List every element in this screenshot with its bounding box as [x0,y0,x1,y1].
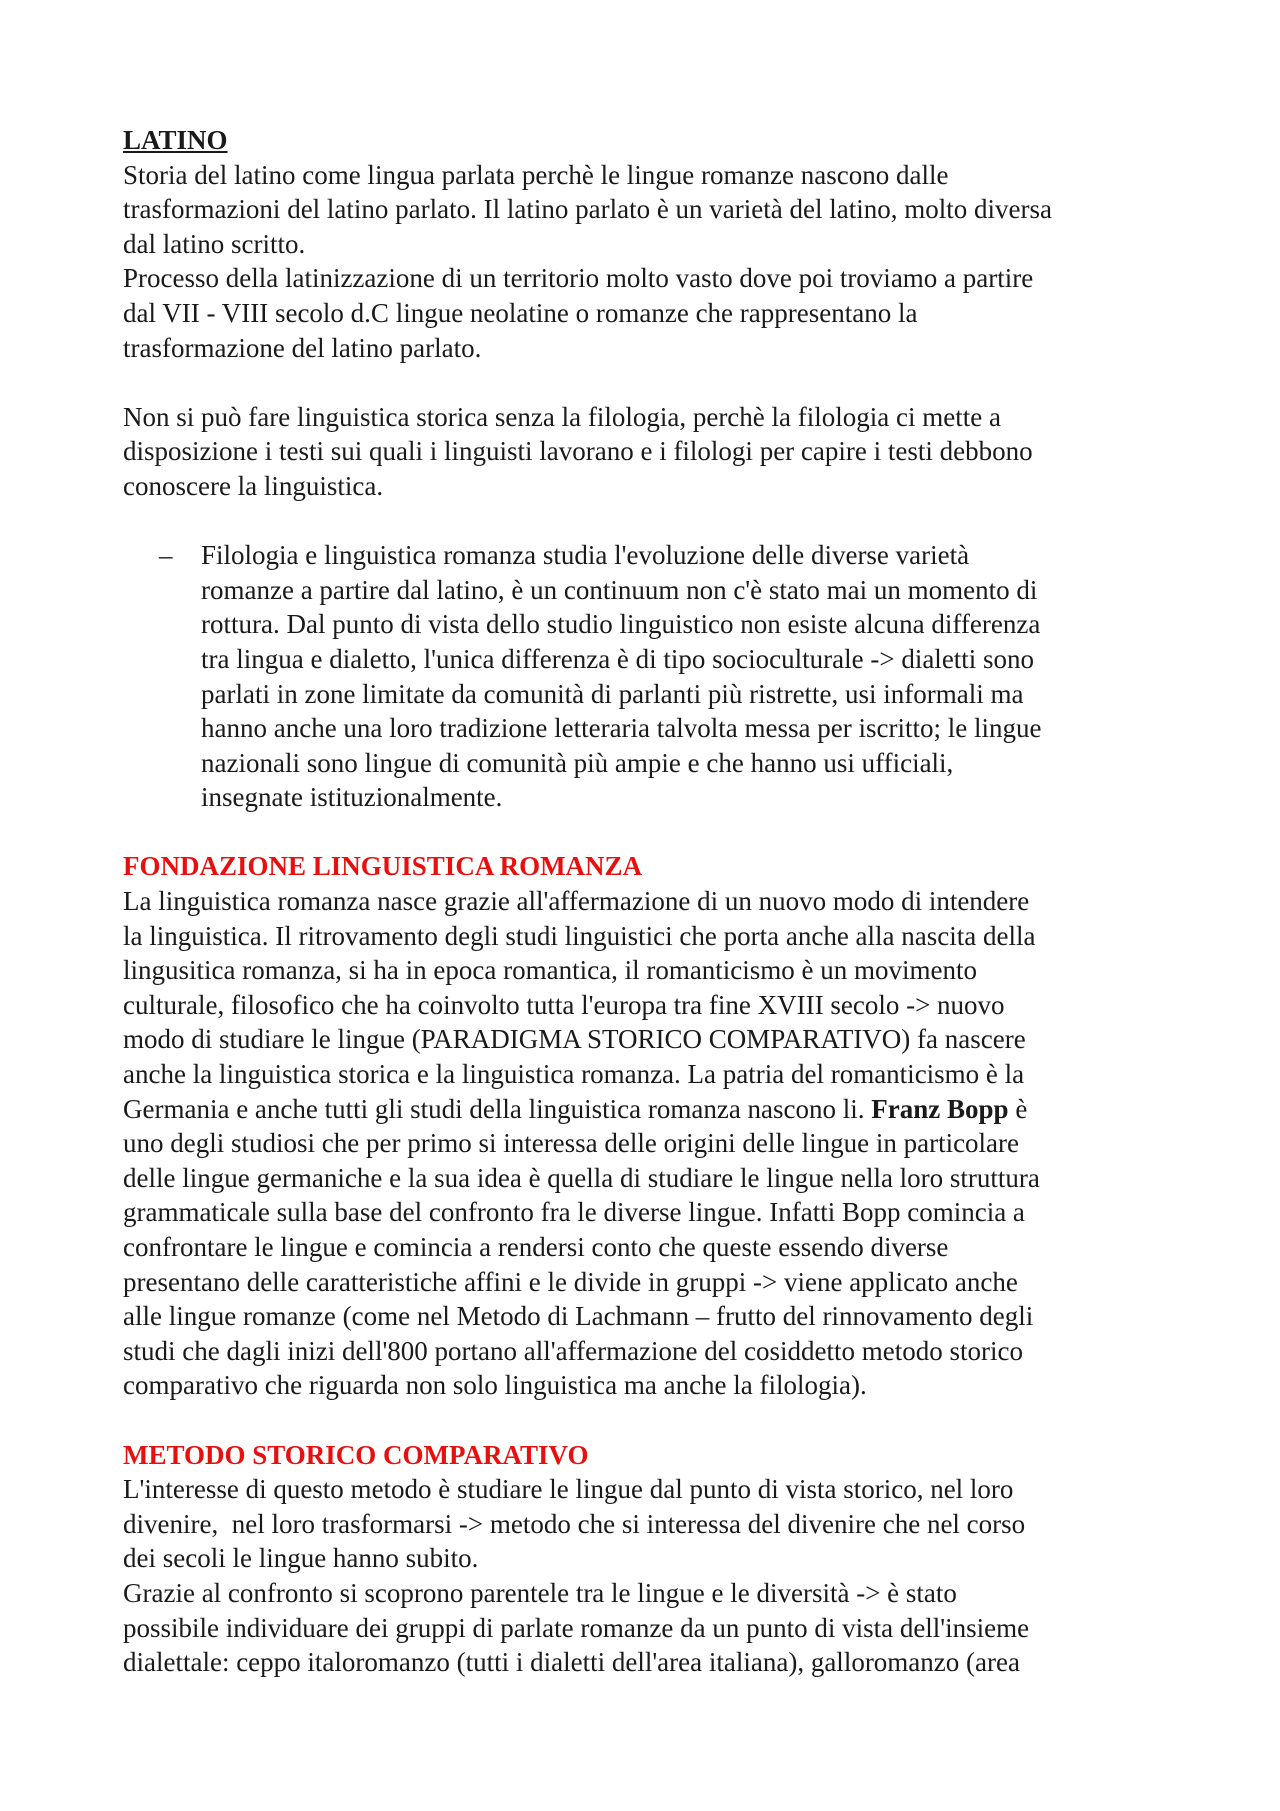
paragraph-metodo-1 [123,1472,1180,1576]
text-line: dal latino scritto. [123,228,306,259]
spacer [123,1403,1180,1438]
paragraph-fondazione [123,884,1180,1403]
bullet-dash: – [159,540,173,571]
text-line: Non si può fare linguistica storica senza la filologia, perchè la filologia ci mette a [123,401,1001,432]
text-line: L'interesse di questo metodo è studiare le lingue dal punto di vista storico, nel loro [123,1474,1014,1505]
text-line: studi che dagli inizi dell'800 portano all'affermazione del cosiddetto metodo storico [123,1335,1023,1366]
paragraph-metodo-2 [123,1576,1180,1680]
paragraph-latino-1 [123,158,1180,262]
text-line: hanno anche una loro tradizione letteraria talvolta messa per iscritto; le lingue [201,713,1042,744]
text-line: Storia del latino come lingua parlata perchè le lingue romanze nascono dalle [123,159,949,190]
text-line: modo di studiare le lingue (PARADIGMA STORICO COMPARATIVO) fa nascere [123,1024,1026,1055]
heading-metodo: METODO STORICO COMPARATIVO [123,1439,589,1470]
text-line: conoscere la linguistica. [123,470,384,501]
text-line: trasformazioni del latino parlato. Il latino parlato è un varietà del latino, molto diversa [123,194,1052,225]
text-line: possibile individuare dei gruppi di parlate romanze da un punto di vista dell'insieme [123,1612,1030,1643]
text-line: grammaticale sulla base del confronto fra le diverse lingue. Infatti Bopp comincia a [123,1197,1025,1228]
text-line: delle lingue germaniche e la sua idea è quella di studiare le lingue nella loro struttura [123,1162,1040,1193]
text-line: La linguistica romanza nasce grazie all'affermazione di un nuovo modo di intendere [123,886,1030,917]
text-line: la linguistica. Il ritrovamento degli studi linguistici che porta anche alla nascita della [123,920,1036,951]
text-line: confrontare le lingue e comincia a rendersi conto che queste essendo diverse [123,1232,949,1262]
text-line: dei secoli le lingue hanno subito. [123,1543,479,1574]
text-line: disposizione i testi sui quali i linguisti lavorano e i filologi per capire i testi debbono [123,436,1033,467]
text-span: Germania e anche tutti gli studi della linguistica romanza nascono li. [123,1093,872,1124]
bullet-item [123,538,1180,815]
text-line: Grazie al confronto si scoprono parentele tra le lingue e le diversità -> è stato [123,1577,957,1608]
bold-name-franz-bopp: Franz Bopp [871,1093,1009,1124]
text-line: Processo della latinizzazione di un territorio molto vasto dove poi troviamo a partire [123,263,1034,294]
text-line: culturale, filosofico che ha coinvolto tutta l'europa tra fine XVIII secolo -> nuovo [123,989,1005,1020]
text-line: anche la linguistica storica e la linguistica romanza. La patria del romanticismo è la [123,1059,1025,1090]
text-line: presentano delle caratteristiche affini e le divide in gruppi -> viene applicato anche [123,1266,1018,1297]
paragraph-latino-2 [123,261,1180,365]
text-line: alle lingue romanze (come nel Metodo di Lachmann – frutto del rinnovamento degli [123,1301,1034,1332]
text-line: parlati in zone limitate da comunità di parlanti più ristrette, usi informali ma [201,678,1024,709]
text-line: trasformazione del latino parlato. [123,332,482,363]
text-line: comparativo che riguarda non solo linguistica ma anche la filologia). [123,1370,867,1401]
text-span: è [1008,1093,1028,1124]
text-line: Filologia e linguistica romanza studia l'evoluzione delle diverse varietà [201,540,970,571]
spacer [123,815,1180,850]
spacer [123,365,1180,400]
text-line: romanze a partire dal latino, è un continuum non c'è stato mai un momento di [201,574,1038,605]
heading-fondazione: FONDAZIONE LINGUISTICA ROMANZA [123,851,643,882]
heading-latino: LATINO [123,125,228,155]
text-line: lingusitica romanza, si ha in epoca romantica, il romanticismo è un movimento [123,955,978,986]
text-line: uno degli studiosi che per primo si interessa delle origini delle lingue in particolare [123,1128,1020,1159]
text-line: divenire, nel loro trasformarsi -> metodo che si interessa del divenire che nel corso [123,1508,1026,1539]
text-line-with-bold [123,1092,1180,1127]
spacer [123,504,1180,539]
text-line: dal VII - VIII secolo d.C lingue neolatine o romanze che rappresentano la [123,297,918,328]
text-line: tra lingua e dialetto, l'unica differenza è di tipo socioculturale -> dialetti sono [201,643,1035,674]
text-line: nazionali sono lingue di comunità più ampie e che hanno usi ufficiali, [201,747,954,778]
text-line: dialettale: ceppo italoromanzo (tutti i dialetti dell'area italiana), galloromanzo (area [123,1647,1020,1678]
text-line: insegnate istituzionalmente. [201,782,503,813]
text-line: rottura. Dal punto di vista dello studio linguistico non esiste alcuna differenza [201,609,1041,640]
paragraph-filologia [123,400,1180,504]
